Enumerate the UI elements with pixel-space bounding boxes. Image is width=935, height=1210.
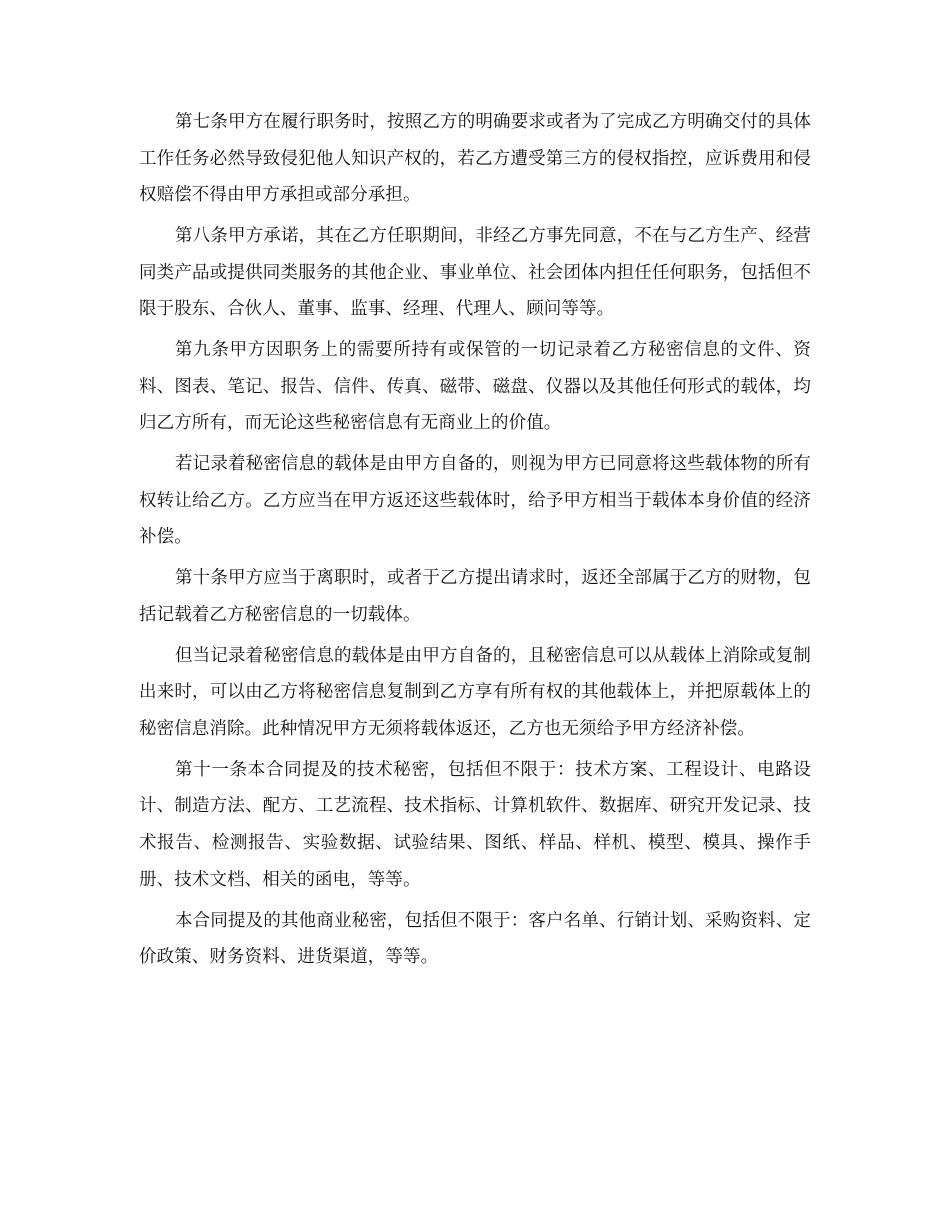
paragraph-article-10-supplement: 但当记录着秘密信息的载体是由甲方自备的，且秘密信息可以从载体上消除或复制出来时，可以由乙方将秘密信息复制到乙方享有所有权的其他载体上，并把原载体上的秘密信息消除。此种情况甲方无须将载体返还，乙方也无须给予甲方经济补偿。 bbox=[139, 645, 811, 739]
paragraph-article-7: 第七条甲方在履行职务时，按照乙方的明确要求或者为了完成乙方明确交付的具体工作任务必然导致侵犯他人知识产权的，若乙方遭受第三方的侵权指控，应诉费用和侵权赔偿不得由甲方承担或部分承担。 bbox=[139, 112, 811, 206]
paragraph-article-11-supplement: 本合同提及的其他商业秘密，包括但不限于：客户名单、行销计划、采购资料、定价政策、财务资料、进货渠道，等等。 bbox=[139, 910, 811, 968]
paragraph-article-8: 第八条甲方承诺，其在乙方任职期间，非经乙方事先同意，不在与乙方生产、经营同类产品或提供同类服务的其他企业、事业单位、社会团体内担任任何职务，包括但不限于股东、合伙人、董事、监事、经理、代理人、顾问等等。 bbox=[139, 226, 811, 320]
paragraph-article-11: 第十一条本合同提及的技术秘密，包括但不限于：技术方案、工程设计、电路设计、制造方法、配方、工艺流程、技术指标、计算机软件、数据库、研究开发记录、技术报告、检测报告、实验数据、试验结果、图纸、样品、样机、模型、模具、操作手册、技术文档、相关的函电，等等。 bbox=[139, 759, 811, 890]
document-body bbox=[139, 104, 811, 976]
paragraph-article-9-supplement: 若记录着秘密信息的载体是由甲方自备的，则视为甲方已同意将这些载体物的所有权转让给乙方。乙方应当在甲方返还这些载体时，给予甲方相当于载体本身价值的经济补偿。 bbox=[139, 454, 811, 548]
paragraph-article-9: 第九条甲方因职务上的需要所持有或保管的一切记录着乙方秘密信息的文件、资料、图表、笔记、报告、信件、传真、磁带、磁盘、仪器以及其他任何形式的载体，均归乙方所有，而无论这些秘密信息有无商业上的价值。 bbox=[139, 340, 811, 434]
paragraph-article-10: 第十条甲方应当于离职时，或者于乙方提出请求时，返还全部属于乙方的财物，包括记载着乙方秘密信息的一切载体。 bbox=[139, 568, 811, 625]
